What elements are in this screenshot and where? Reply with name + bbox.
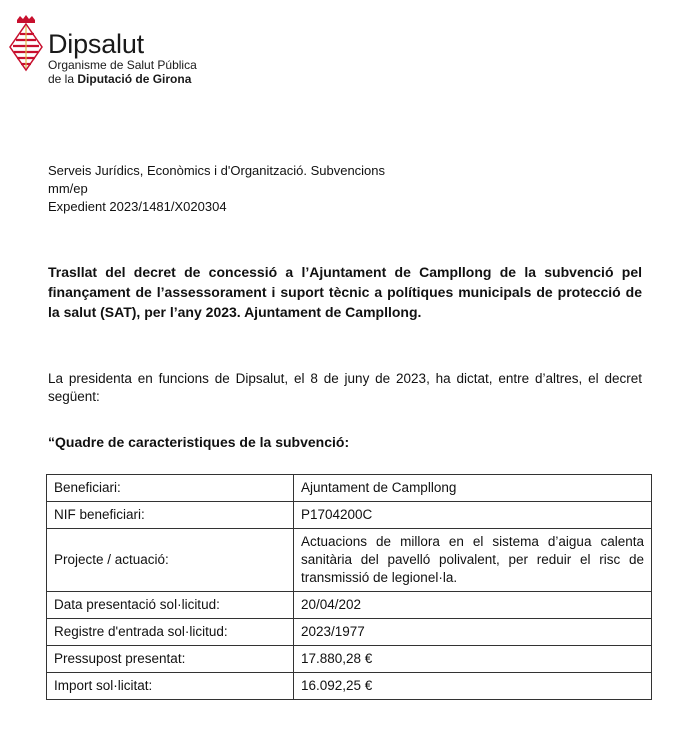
row-value: 2023/1977 [294,619,652,646]
table-row [47,529,652,592]
brand-subtitle-line1: Organisme de Salut Pública [48,58,197,72]
document-subject: Trasllat del decret de concessió a l’Ajuntament de Campllong de la subvenció pel finançament de l’assessorament i suport tècnic a polítiques municipals de protecció de la salut (SAT), per l’any 2023. Ajuntament de Campllong. [48,264,642,320]
diputacio-girona-shield-icon [8,14,44,74]
brand-block [48,30,197,86]
row-value: 17.880,28 € [294,646,652,673]
table-row [47,502,652,529]
document-meta [48,162,385,216]
row-label: Registre d'entrada sol·licitud: [47,619,294,646]
brand-subtitle-prefix: de la [48,72,78,86]
department-line: Serveis Jurídics, Econòmics i d'Organització. Subvencions [48,163,386,178]
intro-paragraph: La presidenta en funcions de Dipsalut, el 8 de juny de 2023, ha dictat, entre d’altres, el decret següent: [48,371,642,404]
table-row [47,619,652,646]
table-row [47,646,652,673]
row-label: Pressupost presentat: [47,646,294,673]
row-value: Ajuntament de Campllong [294,475,652,502]
row-label: Data presentació sol·licitud: [47,592,294,619]
row-label: Import sol·licitat: [47,673,294,700]
row-value: 20/04/202 [294,592,652,619]
initials-line: mm/ep [48,181,88,196]
table-row [47,475,652,502]
table-heading: “Quadre de caracteristiques de la subvenció: [48,434,350,450]
table-row [47,673,652,700]
row-value: P1704200C [294,502,652,529]
brand-subtitle-line2 [48,72,197,86]
expedient-line: Expedient 2023/1481/X020304 [48,199,227,214]
brand-subtitle-bold: Diputació de Girona [77,72,192,86]
row-value: Actuacions de millora en el sistema d’aigua calenta sanitària del pavelló polivalent, per reduir el risc de transmissió de legionel·la. [294,529,652,592]
row-value: 16.092,25 € [294,673,652,700]
row-label: Projecte / actuació: [47,529,294,592]
subsidy-details-table [46,474,652,700]
row-label: Beneficiari: [47,475,294,502]
table-row [47,592,652,619]
row-label: NIF beneficiari: [47,502,294,529]
brand-name: Dipsalut [48,29,144,59]
